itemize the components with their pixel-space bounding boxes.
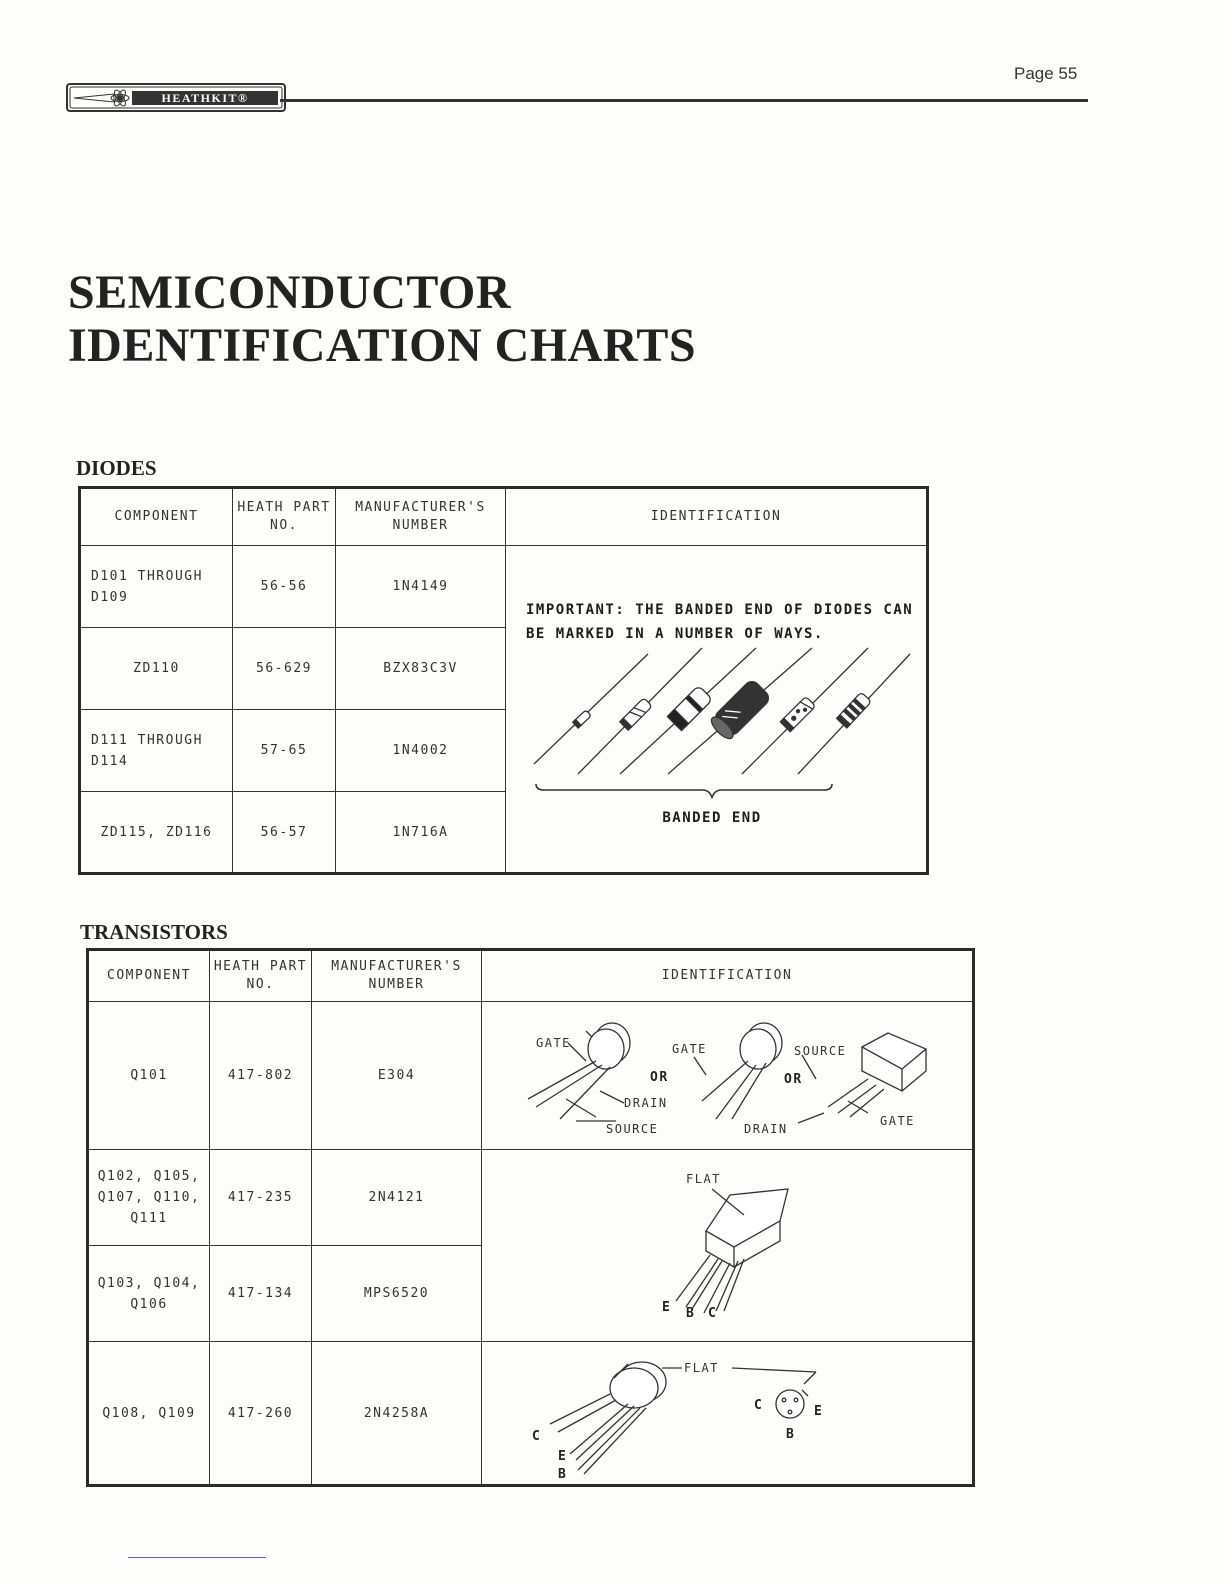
mfr-cell: E304 xyxy=(312,1002,482,1150)
mfr-cell: 1N716A xyxy=(336,792,506,874)
mfr-cell: 2N4258A xyxy=(312,1342,482,1486)
fet1-drain-label: DRAIN xyxy=(624,1095,668,1110)
to18-pin-e-label: E xyxy=(558,1449,568,1464)
fet-pinout-illustration xyxy=(482,1003,972,1149)
part-cell: 57-65 xyxy=(233,710,336,792)
diode-note-line-2: BE MARKED IN A NUMBER OF WAYS. xyxy=(526,626,824,642)
to18-identification xyxy=(482,1342,974,1486)
header-component: COMPONENT xyxy=(88,950,210,1002)
banded-end-label: BANDED END xyxy=(662,810,762,826)
pinout-e-label: E xyxy=(814,1404,824,1419)
part-cell: 56-57 xyxy=(233,792,336,874)
diode-identification xyxy=(506,546,928,874)
transistors-heading: TRANSISTORS xyxy=(80,920,228,944)
mfr-cell: 2N4121 xyxy=(312,1150,482,1246)
header-part: HEATH PART NO. xyxy=(210,950,312,1002)
component-cell: D101 THROUGH D109 xyxy=(80,546,233,628)
pin-c-label: C xyxy=(708,1305,718,1321)
pin-b-label: B xyxy=(686,1305,696,1321)
fet3-gate-label: GATE xyxy=(880,1113,915,1128)
part-cell: 56-629 xyxy=(233,628,336,710)
table-row xyxy=(88,1002,974,1150)
to18-package-illustration xyxy=(482,1342,972,1484)
table-row xyxy=(88,1342,974,1486)
component-cell: Q102, Q105, Q107, Q110, Q111 xyxy=(88,1150,210,1246)
header-component: COMPONENT xyxy=(80,488,233,546)
header-mfr: MANUFACTURER'S NUMBER xyxy=(312,950,482,1002)
pinout-b-label: B xyxy=(786,1427,796,1442)
table-row xyxy=(88,1150,974,1246)
component-cell: D111 THROUGH D114 xyxy=(80,710,233,792)
title-line-2: IDENTIFICATION CHARTS xyxy=(68,319,697,372)
flat-package-illustration xyxy=(482,1151,972,1341)
page-title xyxy=(68,266,696,372)
pinout-c-label: C xyxy=(754,1398,764,1413)
header-mfr: MANUFACTURER'S NUMBER xyxy=(336,488,506,546)
heathkit-logo xyxy=(66,80,286,114)
component-cell: ZD115, ZD116 xyxy=(80,792,233,874)
transistors-header-row xyxy=(88,950,974,1002)
diodes-header-row xyxy=(80,488,928,546)
footer-line xyxy=(128,1557,266,1558)
fet1-gate-label: GATE xyxy=(536,1035,571,1050)
component-cell: Q103, Q104, Q106 xyxy=(88,1246,210,1342)
mfr-cell: MPS6520 xyxy=(312,1246,482,1342)
svg-text:HEATHKIT®: HEATHKIT® xyxy=(161,91,249,105)
component-cell: Q101 xyxy=(88,1002,210,1150)
page-number: Page 55 xyxy=(1014,64,1078,83)
title-line-1: SEMICONDUCTOR xyxy=(68,266,511,319)
diodes-heading: DIODES xyxy=(76,456,157,480)
to18-pin-b-label: B xyxy=(558,1467,568,1482)
component-cell: ZD110 xyxy=(80,628,233,710)
diode-banding-illustration xyxy=(506,546,926,872)
flat-package-identification xyxy=(482,1150,974,1342)
flat-label: FLAT xyxy=(686,1171,721,1186)
or-label-2: OR xyxy=(784,1071,803,1087)
mfr-cell: 1N4002 xyxy=(336,710,506,792)
or-label-1: OR xyxy=(650,1069,669,1085)
header-ident: IDENTIFICATION xyxy=(482,950,974,1002)
part-cell: 417-802 xyxy=(210,1002,312,1150)
to18-pin-c-label: C xyxy=(532,1429,542,1444)
table-row xyxy=(80,546,928,628)
part-cell: 56-56 xyxy=(233,546,336,628)
mfr-cell: 1N4149 xyxy=(336,546,506,628)
header-part: HEATH PART NO. xyxy=(233,488,336,546)
component-cell: Q108, Q109 xyxy=(88,1342,210,1486)
part-cell: 417-260 xyxy=(210,1342,312,1486)
part-cell: 417-134 xyxy=(210,1246,312,1342)
part-cell: 417-235 xyxy=(210,1150,312,1246)
diode-note-line-1: IMPORTANT: THE BANDED END OF DIODES CAN xyxy=(526,602,914,618)
diodes-table xyxy=(78,486,929,875)
fet2-drain-label: DRAIN xyxy=(744,1121,788,1136)
fet-identification xyxy=(482,1002,974,1150)
pin-e-label: E xyxy=(662,1299,672,1315)
mfr-cell: BZX83C3V xyxy=(336,628,506,710)
to18-flat-label: FLAT xyxy=(684,1361,719,1375)
fet1-source-label: SOURCE xyxy=(606,1121,659,1136)
fet2-gate-label: GATE xyxy=(672,1041,707,1056)
header-ident: IDENTIFICATION xyxy=(506,488,928,546)
fet3-source-label: SOURCE xyxy=(794,1043,847,1058)
header-rule xyxy=(280,99,1088,102)
transistors-table xyxy=(86,948,975,1487)
